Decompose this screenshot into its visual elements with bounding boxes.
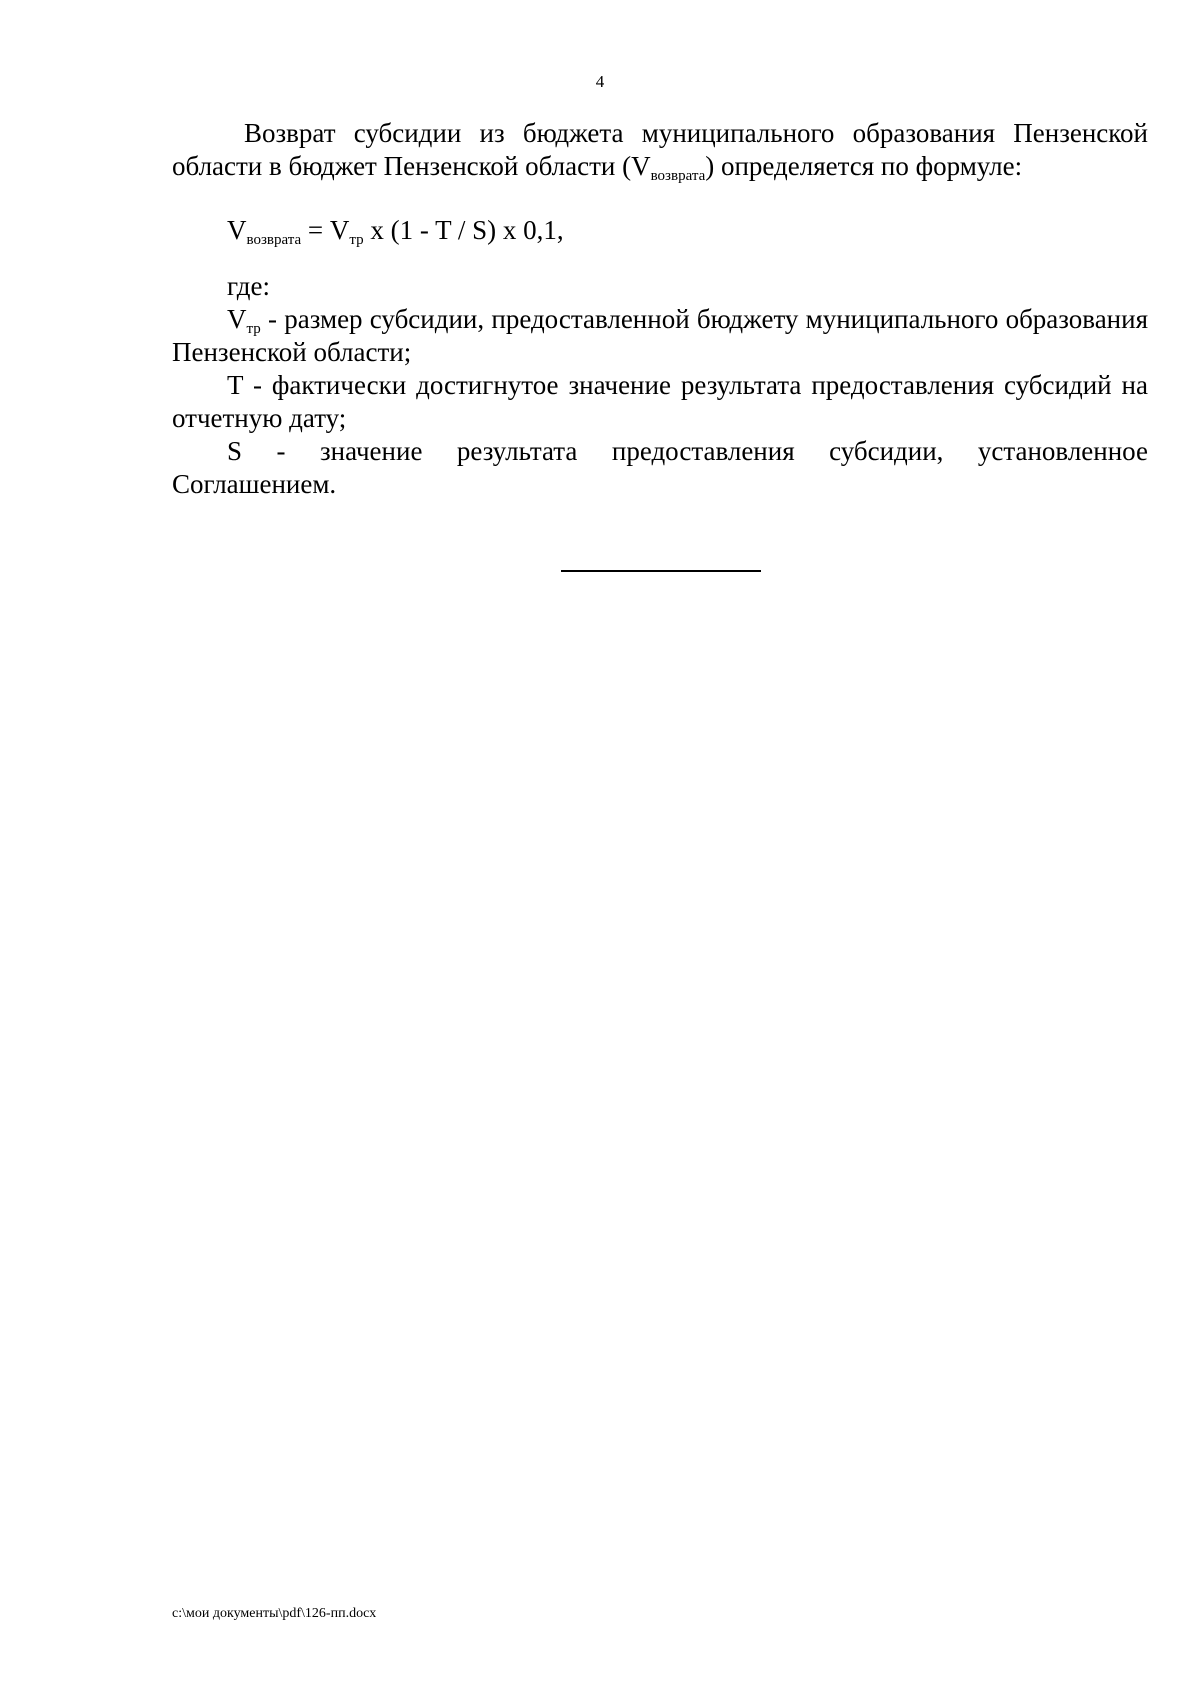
end-divider bbox=[561, 570, 761, 572]
document-body bbox=[172, 117, 1148, 501]
formula-lhs: V bbox=[227, 215, 247, 245]
intro-text-after: ) определяется по формуле: bbox=[705, 151, 1023, 181]
definition-text: - фактически достигнутое значение результата предоставления субсидий на отчетную дату; bbox=[172, 370, 1148, 433]
intro-text-before: Возврат субсидии из бюджета муниципального образования Пензенской области в бюджет Пензенской области (V bbox=[172, 118, 1148, 181]
definition-t bbox=[172, 369, 1148, 435]
definition-symbol: V bbox=[227, 304, 247, 334]
intro-paragraph bbox=[172, 117, 1148, 183]
formula-rest: x (1 - T / S) x 0,1, bbox=[363, 215, 564, 245]
intro-subscript: возврата bbox=[650, 168, 706, 184]
definition-subscript: тр bbox=[246, 321, 261, 337]
where-label: где: bbox=[227, 271, 270, 301]
formula-eq: = V bbox=[301, 215, 350, 245]
definition-text: - значение результата предоставления субсидии, установленное Соглашением. bbox=[172, 436, 1148, 499]
definition-symbol: T bbox=[227, 370, 244, 400]
definition-vtr bbox=[172, 303, 1148, 369]
definition-s bbox=[172, 435, 1148, 501]
formula bbox=[227, 214, 1148, 247]
formula-rhs-subscript: тр bbox=[349, 232, 364, 248]
definition-text: - размер субсидии, предоставленной бюджету муниципального образования Пензенской области; bbox=[172, 304, 1148, 367]
footer-file-path: c:\мои документы\pdf\126-пп.docx bbox=[172, 1606, 377, 1621]
page-number: 4 bbox=[595, 72, 605, 91]
definition-symbol: S bbox=[227, 436, 243, 466]
formula-lhs-subscript: возврата bbox=[246, 232, 302, 248]
